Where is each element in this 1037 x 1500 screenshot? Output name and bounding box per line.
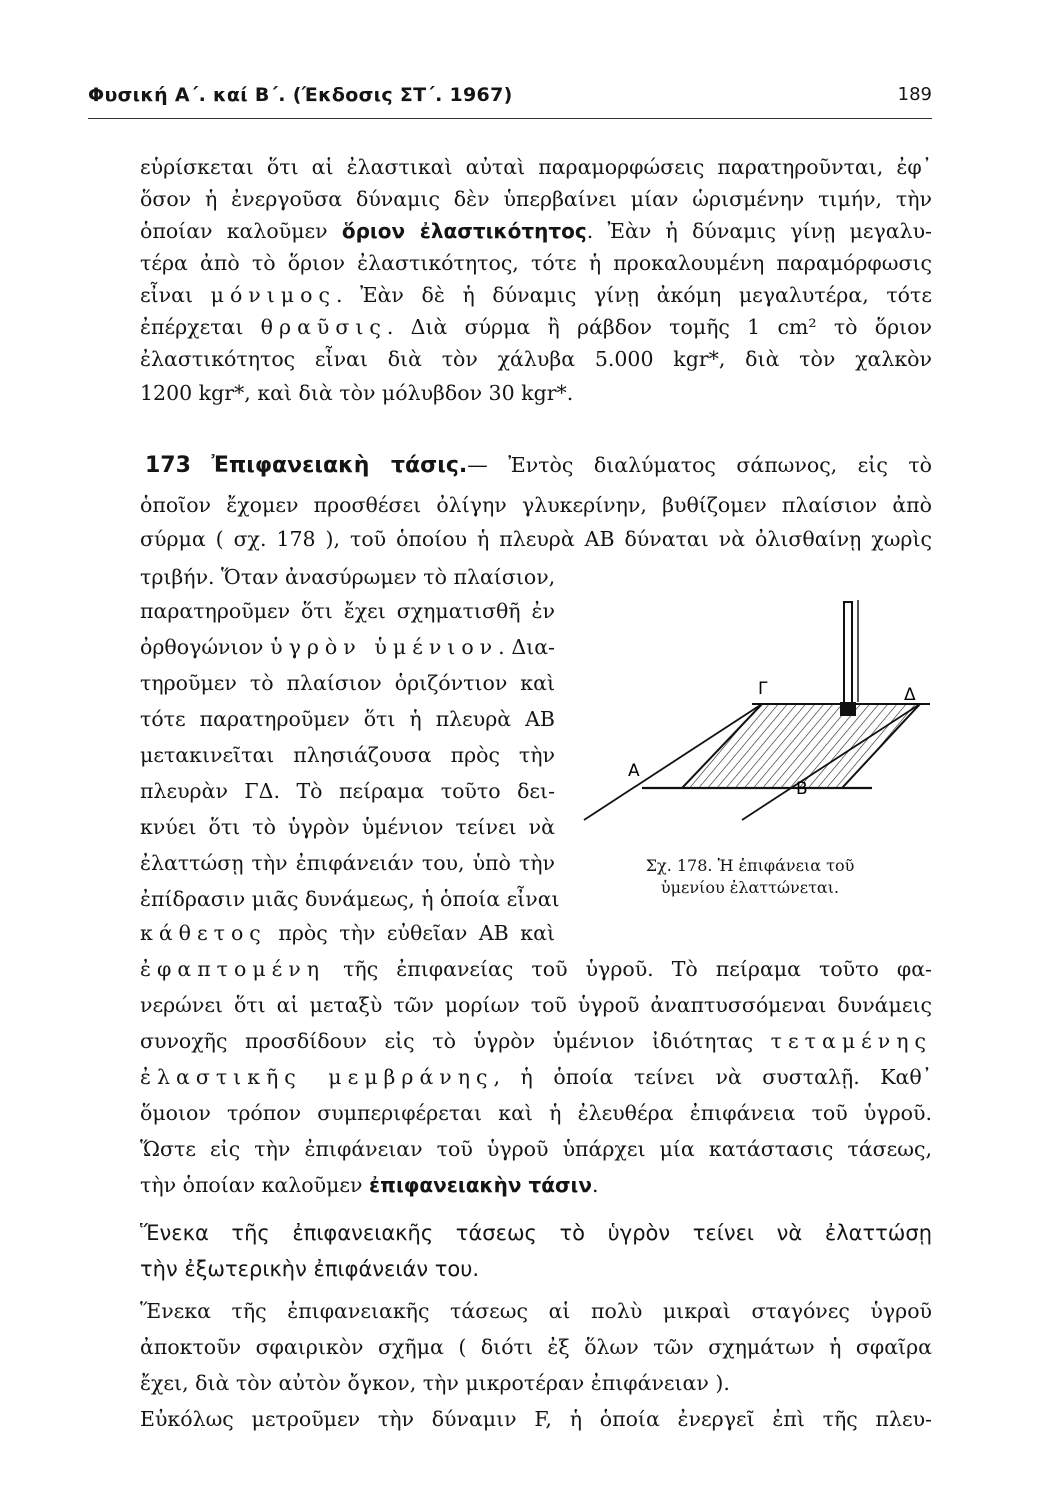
wrap-line-11 [140, 918, 555, 948]
term-elastic-limit: ὅριον ἐλαστικότητος [341, 219, 587, 243]
handle-joint [840, 702, 856, 716]
term-stretched: τεταμένης [770, 1029, 932, 1053]
section-title: Ἐπιφανειακὴ τάσις. [211, 453, 468, 478]
figure-caption-line-2: ὑμενίου ἐλαττώνεται. [660, 878, 840, 897]
wrap-line-3-post: . Δια- [498, 635, 555, 659]
intro-line-2: ὅσον ἡ ἐνεργοῦσα δύναμις δὲν ὑπερβαίνει μίαν ὡρισμένην τιμήν, τὴν [140, 187, 932, 211]
wrap-line-4: τηροῦμεν τὸ πλαίσιον ὁριζόντιον καὶ [140, 671, 555, 695]
section-intro-text: — Ἐντὸς διαλύματος σάπωνος, εἰς τὸ [467, 453, 932, 477]
term-liquid-film: ὑγρὸν ὑμένιον [270, 635, 499, 659]
page-number: 189 [897, 84, 932, 105]
running-header-title: Φυσική Α΄. καί Β΄. (Έκδοσις ΣΤ΄. 1967) [88, 84, 513, 106]
wrap-line-3-pre: ὀρθογώνιον [140, 635, 264, 659]
intro-line-3-pre: ὁποίαν καλοῦμεν [140, 219, 328, 243]
statement-line-1: Ἕνεκα τῆς ἐπιφανειακῆς τάσεως τὸ ὑγρὸν τείνει νὰ ἐλαττώσῃ [140, 1221, 932, 1245]
wrap-line-3 [140, 632, 555, 662]
term-elastic-membrane: ἐλαστικῆς μεμβράνης [140, 1065, 494, 1089]
full-line-7 [140, 1170, 599, 1200]
full-line-3 [140, 1026, 932, 1056]
intro-line-1: εὑρίσκεται ὅτι αἱ ἐλαστικαὶ αὐταὶ παραμορφώσεις παρατηροῦνται, ἐφ᾽ [140, 155, 932, 179]
intro-line-3 [140, 216, 932, 246]
full-line-2: νερώνει ὅτι αἱ μεταξὺ τῶν μορίων τοῦ ὑγροῦ ἀναπτυσσόμεναι δυνάμεις [140, 993, 932, 1017]
full-line-4 [140, 1062, 932, 1092]
full-line-5: ὅμοιον τρόπον συμπεριφέρεται καὶ ἡ ἐλευθέρα ἐπιφάνεια τοῦ ὑγροῦ. [140, 1101, 932, 1125]
wrap-line-1: τριβήν. Ὅταν ἀνασύρωμεν τὸ πλαίσιον, [140, 565, 556, 589]
liquid-film [682, 704, 920, 788]
figure-178 [572, 590, 942, 850]
wrap-line-11-post: πρὸς τὴν εὐθεῖαν ΑΒ καὶ [278, 921, 555, 945]
label-delta: Δ [904, 685, 916, 705]
header-rule [88, 118, 932, 119]
closing-line-4: Εὐκόλως μετροῦμεν τὴν δύναμιν F, ἡ ὁποία ἐνεργεῖ ἐπὶ τῆς πλευ- [140, 1407, 932, 1431]
closing-line-1: Ἕνεκα τῆς ἐπιφανειακῆς τάσεως αἱ πολὺ μικραὶ σταγόνες ὑγροῦ [140, 1299, 932, 1323]
figure-caption-line-1: Σχ. 178. Ἡ ἐπιφάνεια τοῦ [645, 856, 855, 875]
wrap-line-9: ἐλαττώσῃ τὴν ἐπιφάνειάν του, ὑπὸ τὴν [140, 851, 555, 875]
term-tangent: ἐφαπτομένη [140, 957, 326, 981]
intro-line-8: 1200 kgr*, καὶ διὰ τὸν μόλυβδον 30 kgr*. [140, 381, 574, 405]
intro-line-4: τέρα ἀπὸ τὸ ὅριον ἐλαστικότητος, τότε ἡ προκαλουμένη παραμόρφωσις [140, 251, 932, 275]
section-number: 173 [145, 453, 191, 478]
handle-rod [844, 602, 852, 710]
section-line-2: ὁποῖον ἔχομεν προσθέσει ὀλίγην γλυκερίνην, βυθίζομεν πλαίσιον ἀπὸ [140, 493, 932, 517]
full-line-7-post: . [591, 1173, 599, 1197]
full-line-6: Ὥστε εἰς τὴν ἐπιφάνειαν τοῦ ὑγροῦ ὑπάρχει μία κατάστασις τάσεως, [140, 1137, 932, 1161]
label-alpha: Α [628, 761, 640, 781]
wrap-line-10: ἐπίδρασιν μιᾶς δυνάμεως, ἡ ὁποία εἶναι [140, 887, 560, 911]
intro-line-5 [140, 280, 932, 310]
wrap-line-6: μετακινεῖται πλησιάζουσα πρὸς τὴν [140, 743, 555, 767]
intro-line-5-pre: εἶναι [140, 283, 194, 307]
full-line-3-pre: συνοχῆς προσδίδουν εἰς τὸ ὑγρὸν ὑμένιον ἰδιότητας [140, 1029, 754, 1053]
intro-line-6-pre: ἐπέρχεται [140, 315, 244, 339]
term-fracture: θραῦσις [260, 315, 387, 339]
wrap-line-5: τότε παρατηροῦμεν ὅτι ἡ πλευρὰ ΑΒ [140, 707, 555, 731]
closing-line-3: ἔχει, διὰ τὸν αὐτὸν ὄγκον, τὴν μικροτέραν ἐπιφάνειαν ). [140, 1371, 730, 1395]
full-line-4-post: , ἡ ὁποία τείνει νὰ συσταλῇ. Καθ᾽ [493, 1065, 932, 1089]
term-surface-tension: ἐπιφανειακὴν τάσιν [369, 1173, 592, 1197]
section-line-3: σύρμα ( σχ. 178 ), τοῦ ὁποίου ἡ πλευρὰ ΑΒ δύναται νὰ ὀλισθαίνῃ χωρὶς [140, 527, 932, 551]
statement-line-2: τὴν ἐξωτερικὴν ἐπιφάνειάν του. [140, 1257, 480, 1281]
wrap-line-7: πλευρὰν ΓΔ. Τὸ πείραμα τοῦτο δει- [140, 779, 555, 803]
intro-line-3-post: . Ἐὰν ἡ δύναμις γίνῃ μεγαλυ- [586, 219, 932, 243]
full-line-1 [140, 954, 932, 984]
wrap-line-2: παρατηροῦμεν ὅτι ἔχει σχηματισθῆ ἐν [140, 599, 555, 623]
term-permanent: μόνιμος [210, 283, 336, 307]
intro-line-7: ἐλαστικότητος εἶναι διὰ τὸν χάλυβα 5.000 kgr*, διὰ τὸν χαλκὸν [140, 347, 932, 371]
full-line-7-pre: τὴν ὁποίαν καλοῦμεν [140, 1173, 363, 1197]
intro-line-5-post: . Ἐὰν δὲ ἡ δύναμις γίνῃ ἀκόμη μεγαλυτέρα, τότε [335, 283, 932, 307]
label-beta: Β [796, 779, 808, 799]
wrap-line-8: κνύει ὅτι τὸ ὑγρὸν ὑμένιον τείνει νὰ [140, 815, 555, 839]
intro-line-6-post: . Διὰ σύρμα ἢ ράβδον τομῆς 1 cm² τὸ ὅριον [386, 315, 932, 339]
section-heading-line [145, 450, 932, 481]
label-gamma: Γ [758, 679, 768, 699]
intro-line-6 [140, 312, 932, 342]
closing-line-2: ἀποκτοῦν σφαιρικὸν σχῆμα ( διότι ἐξ ὅλων τῶν σχημάτων ἡ σφαῖρα [140, 1335, 932, 1359]
term-perpendicular: κάθετος [140, 921, 267, 945]
full-line-1-post: τῆς ἐπιφανείας τοῦ ὑγροῦ. Τὸ πείραμα τοῦτο φα- [343, 957, 932, 981]
